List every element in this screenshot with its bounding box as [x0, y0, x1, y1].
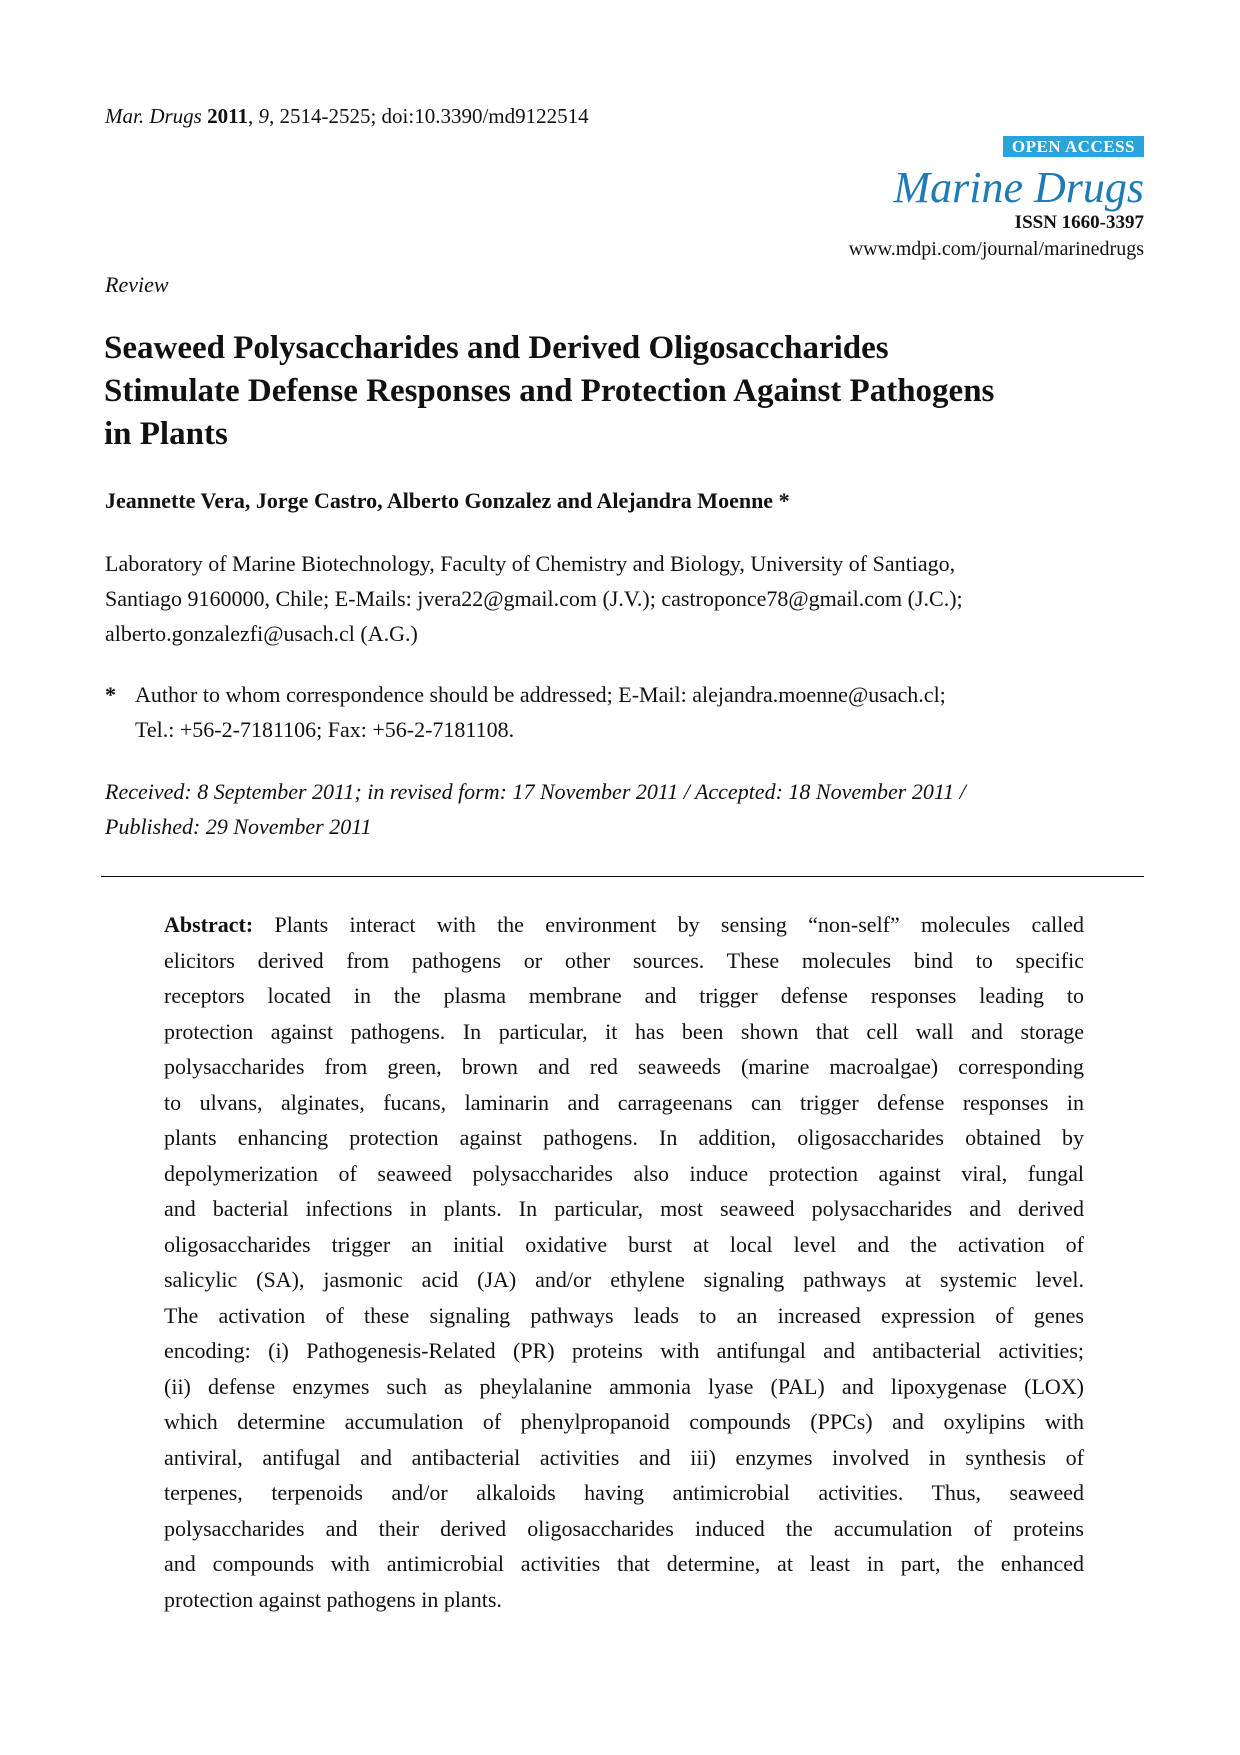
- journal-name: Marine Drugs: [893, 163, 1144, 212]
- correspondence-marker: *: [105, 682, 116, 707]
- issn: ISSN 1660-3397: [1014, 212, 1144, 233]
- pages-doi: , 2514-2525; doi:10.3390/md9122514: [268, 104, 589, 128]
- abstract-line: receptors located in the plasma membrane and trigger defense responses leading to: [164, 983, 1084, 1008]
- correspondence-line: Tel.: +56-2-7181106; Fax: +56-2-7181108.: [135, 717, 515, 742]
- article-title: [104, 327, 1164, 456]
- abstract-label: Abstract:: [164, 912, 254, 937]
- article-type: Review: [105, 272, 169, 297]
- abstract-line: protection against pathogens. In particular, it has been shown that cell wall and storage: [164, 1018, 1084, 1044]
- abstract-line: oligosaccharides trigger an initial oxidative burst at local level and the activation of: [164, 1231, 1084, 1257]
- authors: Jeannette Vera, Jorge Castro, Alberto Gonzalez and Alejandra Moenne *: [105, 488, 790, 513]
- title-line: in Plants: [104, 416, 228, 452]
- abstract-line: and compounds with antimicrobial activities that determine, at least in part, the enhanced: [164, 1551, 1084, 1576]
- citation-line: Mar. Drugs 2011, 9, 2514-2525; doi:10.3390/md9122514: [105, 104, 589, 128]
- journal-abbrev: Mar. Drugs: [105, 104, 202, 128]
- abstract-line: Abstract: Plants interact with the environment by sensing “non-self” molecules called: [164, 912, 1084, 937]
- volume: 9: [258, 104, 269, 128]
- abstract-line: polysaccharides from green, brown and red seaweeds (marine macroalgae) corresponding: [164, 1054, 1084, 1079]
- abstract-line: encoding: (i) Pathogenesis-Related (PR) proteins with antifungal and antibacterial activities;: [164, 1338, 1084, 1363]
- abstract-line: The activation of these signaling pathways leads to an increased expression of genes: [164, 1302, 1084, 1328]
- year: 2011: [207, 104, 248, 128]
- abstract-line: antiviral, antifugal and antibacterial activities and iii) enzymes involved in synthesis of: [164, 1444, 1084, 1470]
- dates-line: Published: 29 November 2011: [105, 814, 372, 839]
- affiliation-line: Santiago 9160000, Chile; E-Mails: jvera22@gmail.com (J.V.); castroponce78@gmail.com (J.C.);: [105, 586, 963, 611]
- affiliation-line: alberto.gonzalezfi@usach.cl (A.G.): [105, 621, 418, 646]
- open-access-badge: OPEN ACCESS: [1003, 136, 1144, 157]
- title-line: Stimulate Defense Responses and Protection Against Pathogens: [104, 373, 995, 409]
- abstract-line: which determine accumulation of phenylpropanoid compounds (PPCs) and oxylipins with: [164, 1409, 1084, 1434]
- abstract-line: terpenes, terpenoids and/or alkaloids having antimicrobial activities. Thus, seaweed: [164, 1480, 1084, 1505]
- abstract-line: protection against pathogens in plants.: [164, 1586, 502, 1612]
- abstract-line: salicylic (SA), jasmonic acid (JA) and/or ethylene signaling pathways at systemic level.: [164, 1267, 1084, 1292]
- abstract-line: and bacterial infections in plants. In particular, most seaweed polysaccharides and derived: [164, 1196, 1084, 1221]
- abstract: [164, 907, 1084, 1617]
- abstract-line: depolymerization of seaweed polysaccharides also induce protection against viral, fungal: [164, 1160, 1084, 1186]
- abstract-line: (ii) defense enzymes such as pheylalanine ammonia lyase (PAL) and lipoxygenase (LOX): [164, 1373, 1084, 1399]
- abstract-line: polysaccharides and their derived oligosaccharides induced the accumulation of proteins: [164, 1515, 1084, 1541]
- abstract-line: plants enhancing protection against pathogens. In addition, oligosaccharides obtained by: [164, 1125, 1084, 1150]
- abstract-line: to ulvans, alginates, fucans, laminarin and carrageenans can trigger defense responses in: [164, 1089, 1084, 1115]
- correspondence: [105, 677, 946, 747]
- affiliation: [105, 546, 963, 651]
- correspondence-line: Author to whom correspondence should be addressed; E-Mail: alejandra.moenne@usach.cl;: [135, 682, 946, 707]
- divider: [101, 876, 1144, 877]
- affiliation-line: Laboratory of Marine Biotechnology, Faculty of Chemistry and Biology, University of Santiago,: [105, 551, 956, 576]
- dates-line: Received: 8 September 2011; in revised form: 17 November 2011 / Accepted: 18 November 2011 /: [105, 779, 966, 804]
- publication-dates: [105, 774, 966, 844]
- abstract-line: elicitors derived from pathogens or other sources. These molecules bind to specific: [164, 947, 1084, 973]
- journal-url[interactable]: www.mdpi.com/journal/marinedrugs: [848, 238, 1144, 260]
- title-line: Seaweed Polysaccharides and Derived Oligosaccharides: [104, 330, 889, 366]
